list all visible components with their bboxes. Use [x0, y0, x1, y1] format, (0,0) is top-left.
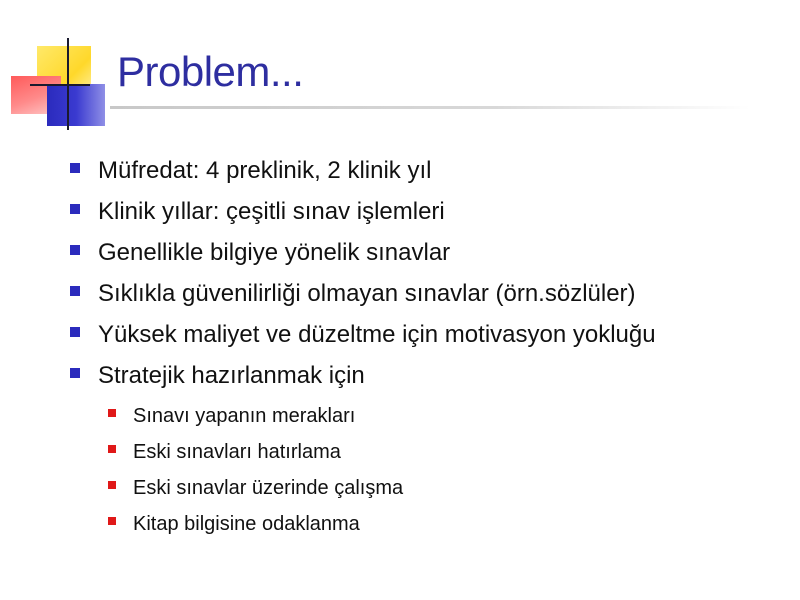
bullet-item: [70, 150, 790, 191]
slide-title: Problem...: [117, 48, 304, 95]
blue-square-bullet-icon: [70, 286, 80, 296]
blue-square-bullet-icon: [70, 204, 80, 214]
bullet-text: Yüksek maliyet ve düzeltme için motivasyon yokluğu: [98, 320, 656, 348]
bullet-list: [70, 150, 790, 542]
red-square-bullet-icon: [108, 517, 116, 525]
bullet-text: Klinik yıllar: çeşitli sınav işlemleri: [98, 197, 445, 225]
sub-bullet-text: Sınavı yapanın merakları: [133, 404, 356, 427]
corner-decoration-icon: [0, 0, 120, 135]
blue-square-bullet-icon: [70, 327, 80, 337]
bullet-item: [70, 232, 790, 273]
bullet-text: Sıklıkla güvenilirliği olmayan sınavlar (örn.sözlüler): [98, 279, 636, 307]
blue-square-bullet-icon: [70, 245, 80, 255]
sub-bullet-text: Kitap bilgisine odaklanma: [133, 512, 360, 535]
sub-bullet-item: [108, 470, 790, 506]
bullet-item: [70, 191, 790, 232]
blue-square-bullet-icon: [70, 163, 80, 173]
sub-bullet-text: Eski sınavlar üzerinde çalışma: [133, 476, 404, 499]
bullet-text: Genellikle bilgiye yönelik sınavlar: [98, 238, 451, 266]
title-underline: [110, 106, 750, 109]
red-square-bullet-icon: [108, 481, 116, 489]
red-square-bullet-icon: [108, 445, 116, 453]
bullet-text: Müfredat: 4 preklinik, 2 klinik yıl: [98, 156, 432, 184]
bullet-item: [70, 314, 790, 355]
sub-bullet-item: [108, 434, 790, 470]
horizontal-line-shape: [30, 84, 90, 86]
blue-square-shape: [47, 84, 105, 126]
bullet-item: [70, 355, 790, 396]
sub-bullet-text: Eski sınavları hatırlama: [133, 440, 341, 463]
red-square-bullet-icon: [108, 409, 116, 417]
blue-square-bullet-icon: [70, 368, 80, 378]
bullet-item: [70, 273, 790, 314]
bullet-text: Stratejik hazırlanmak için: [98, 361, 365, 389]
sub-bullet-item: [108, 506, 790, 542]
sub-bullet-item: [108, 398, 790, 434]
